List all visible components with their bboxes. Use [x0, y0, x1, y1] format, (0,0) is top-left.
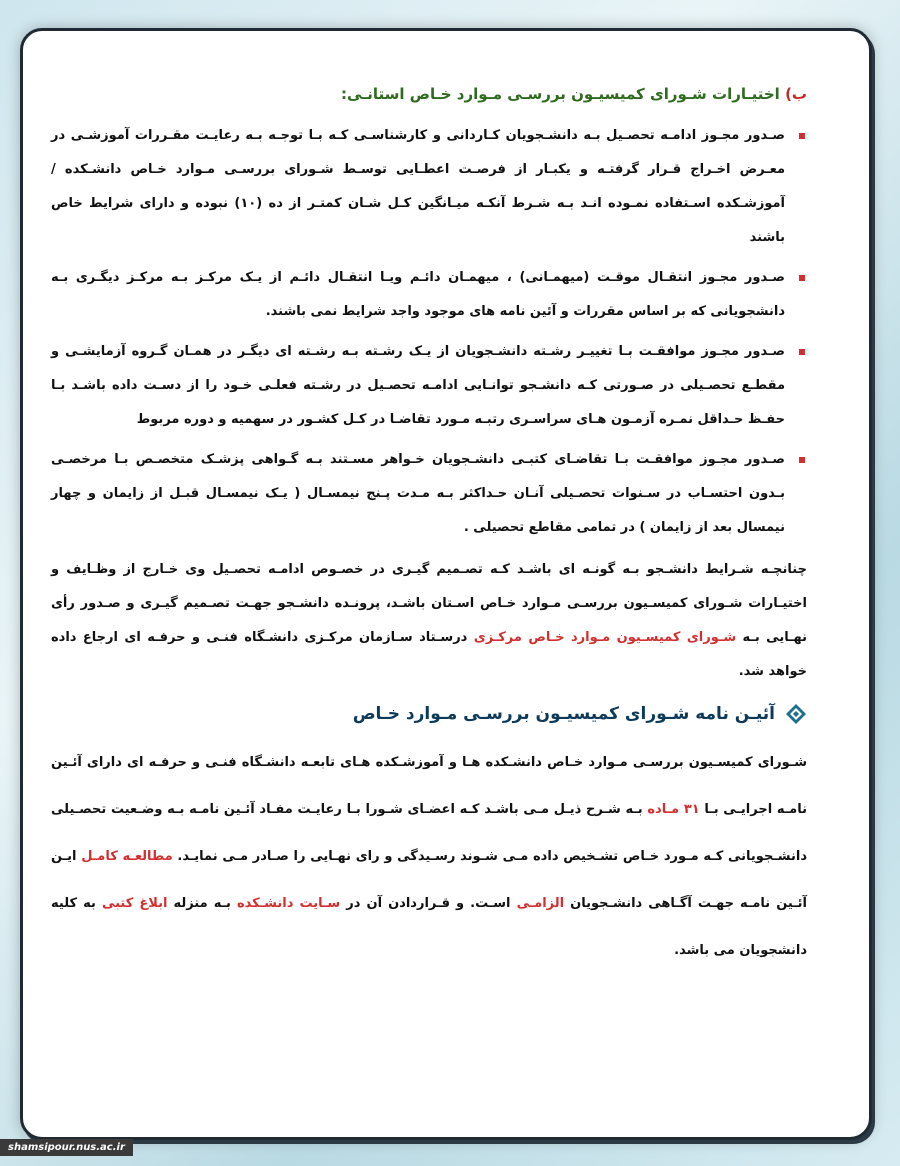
regulation-paragraph: [51, 739, 807, 974]
paragraph-text: شـورای کمیسـیون بررسـی مـوارد خـاص دانشـکده هـا و آموزشـکده هـای تابعـه دانشـگاه فنـی و حرفـه ای دارای آئـین نامـه اجرایـی بـا: [51, 755, 807, 817]
regulation-section-title: [51, 703, 807, 725]
list-item: [51, 261, 807, 329]
list-item: [51, 443, 807, 545]
paragraph-text: درسـتاد سـازمان مرکـزی دانشـگاه فنـی و حرفـه ای ارجاع داده خواهد شد.: [51, 630, 807, 679]
paragraph-text: به کلیه دانشجویان می باشد.: [51, 896, 807, 958]
square-bullet-icon: [799, 457, 805, 463]
written-notice-highlight: ابلاغ کتبی: [101, 896, 168, 911]
square-bullet-icon: [799, 133, 805, 139]
section-title-text: آئیـن نامه شـورای کمیسیـون بررسـی مـوارد خـاص: [352, 704, 775, 724]
section-b-heading: [51, 85, 807, 103]
list-item-text: صـدور مجـوز موافقـت بـا تغییـر رشـته دانشـجویان از یـک رشـته بـه رشـته ای دیگـر در همـان گـروه آزمایشـی و مقطـع تحصـیلی در صـورتی کـه دانشـجو توانـایی ادامـه تحصـیل در رشـته فعلـی خـود را از دسـت داده باشـد بـا حفـظ حـداقل نمـره آزمـون هـای سراسـری رتبـه مـورد تقاضـا در کـل کشـور در سهمیه و دوره مربوط: [51, 344, 785, 427]
page-frame: [20, 28, 872, 1140]
list-item: [51, 335, 807, 437]
faculty-site-highlight: سـایت دانشـکده: [236, 896, 341, 911]
square-bullet-icon: [799, 349, 805, 355]
central-commission-highlight: شـورای کمیسـیون مـوارد خـاص مرکـزی: [473, 630, 737, 645]
referral-paragraph: [51, 553, 807, 689]
square-bullet-icon: [799, 275, 805, 281]
list-item: [51, 119, 807, 255]
full-study-highlight: مطالعـه کامـل: [81, 849, 173, 864]
document-content: [51, 85, 807, 974]
mandatory-highlight: الزامـی: [516, 896, 565, 911]
diamond-icon: [785, 703, 807, 725]
paragraph-text: چنانچـه شـرایط دانشـجو بـه گونـه ای باشـد کـه تصـمیم گیـری در خصـوص ادامـه تحصـیل وی خـارج از وظـایف و اختیـارات شـورای کمیسـیون بررسـی مـوارد خـاص اسـتان باشـد، پرونـده دانشـجو جهـت تصـمیم گیـری و صـدور رأی نهـایی بـه: [51, 562, 807, 645]
authority-list: [51, 119, 807, 545]
paragraph-text: ایـن آئـین نامـه جهـت آگـاهی دانشـجویان: [51, 849, 808, 911]
paragraph-text: اسـت. و قـراردادن آن در: [340, 896, 517, 911]
article-count-highlight: ۳۱ مـاده: [647, 802, 700, 817]
paragraph-text: بـه منزله: [167, 896, 237, 911]
list-item-text: صـدور مجـوز موافقـت بـا تقاضـای کتبـی دانشـجویان خـواهر مسـتند بـه گـواهی پزشـک متخصـص بـا مرخصـی بـدون احتسـاب در سـنوات تحصـیلی آنـان حـداکثر بـه مـدت پـنج نیمسـال ( یـک نیمسـال قبـل از زایمان و چهار نیمسال بعد از زایمان ) در تمامی مقاطع تحصیلی .: [51, 452, 785, 535]
list-item-text: صـدور مجـوز انتقـال موقـت (میهمـانی) ، میهمـان دائـم ویـا انتقـال دائـم از یـک مرکـز بـه مرکـز دیگـری بـه دانشجویانی که بر اساس مقررات و آئین نامه های موجود واجد شرایط نمی باشند.: [51, 270, 785, 319]
section-b-heading-text: اختیـارات شـورای کمیسیـون بررسـی مـوارد خـاص استانـی:: [340, 85, 780, 103]
site-watermark: shamsipour.nus.ac.ir: [0, 1139, 133, 1156]
list-item-text: صـدور مجـوز ادامـه تحصـیل بـه دانشـجویان کـاردانی و کارشناسـی کـه بـا توجـه بـه رعایـت مقـررات آموزشـی در معـرض اخـراج قـرار گرفتـه و یکبـار از فرصـت اعطـایی توسـط شـورای بررسـی مـوارد خـاص دانشـکده / آموزشـکده اسـتفاده نمـوده انـد بـه شـرط آنکـه میـانگین کـل شـان کمتـر از ده (۱۰) نبوده و دارای شرایط خاص باشند: [51, 128, 786, 245]
section-b-letter: ب): [785, 85, 807, 103]
paragraph-text: بـه شـرح ذیـل مـی باشـد کـه اعضـای شـورا بـا رعایـت مفـاد آئـین نامـه بـه وضـعیت تحصـیلی دانشـجویانی کـه مـورد خـاص تشـخیص داده مـی شـوند رسـیدگی و رای نهـایی را صـادر مـی نمایـد.: [51, 802, 807, 864]
